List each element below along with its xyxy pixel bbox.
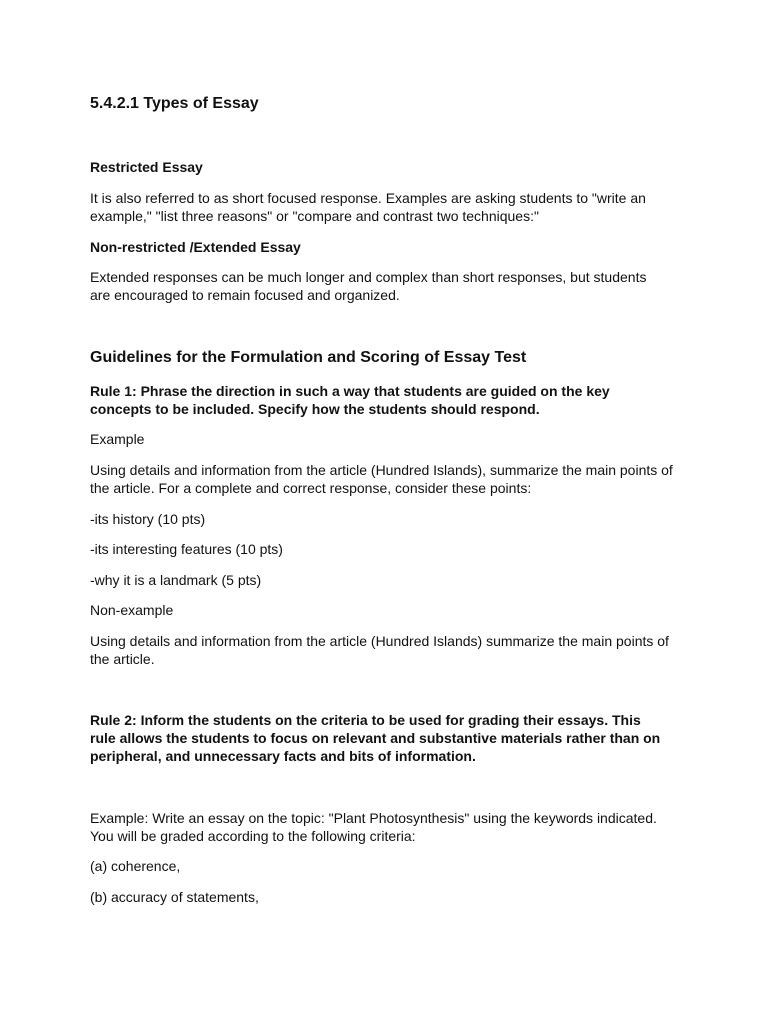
rule-1-example-text: Using details and information from the article (Hundred Islands), summarize the main points of the article. For a complete and correct response, consider these points: — [90, 462, 673, 496]
rule-1-point-features: -its interesting features (10 pts) — [90, 541, 283, 557]
extended-essay-text: Extended responses can be much longer and complex than short responses, but students are encouraged to remain focused and organized. — [90, 269, 647, 303]
rule-1-point-history: -its history (10 pts) — [90, 511, 206, 527]
section-title: 5.4.2.1 Types of Essay — [90, 95, 259, 112]
rule-2-example-text: Example: Write an essay on the topic: "Plant Photosynthesis" using the keywords indicated. You will be graded according to the following criteria: — [90, 810, 657, 844]
rule-2-text: Rule 2: Inform the students on the criteria to be used for grading their essays. This rule allows the students to focus on relevant and substantive materials rather than on peripheral, and unnecessary facts and bits of information. — [90, 712, 661, 764]
rule-1-example-label: Example — [90, 431, 145, 447]
restricted-essay-text: It is also referred to as short focused response. Examples are asking students to "write an example," "list three reasons" or "compare and contrast two techniques:" — [90, 190, 646, 224]
extended-essay-heading: Non-restricted /Extended Essay — [90, 239, 301, 255]
rule-1-point-landmark: -why it is a landmark (5 pts) — [90, 572, 262, 588]
rule-1-text: Rule 1: Phrase the direction in such a way that students are guided on the key concepts to be included. Specify how the students should respond. — [90, 383, 610, 417]
rule-2-criterion-coherence: (a) coherence, — [90, 858, 181, 874]
restricted-essay-heading: Restricted Essay — [90, 159, 203, 175]
guidelines-heading: Guidelines for the Formulation and Scoring of Essay Test — [90, 349, 527, 366]
rule-2-criterion-accuracy: (b) accuracy of statements, — [90, 889, 259, 905]
rule-1-nonexample-label: Non-example — [90, 602, 174, 618]
rule-1-nonexample-text: Using details and information from the article (Hundred Islands) summarize the main points of the article. — [90, 633, 669, 667]
